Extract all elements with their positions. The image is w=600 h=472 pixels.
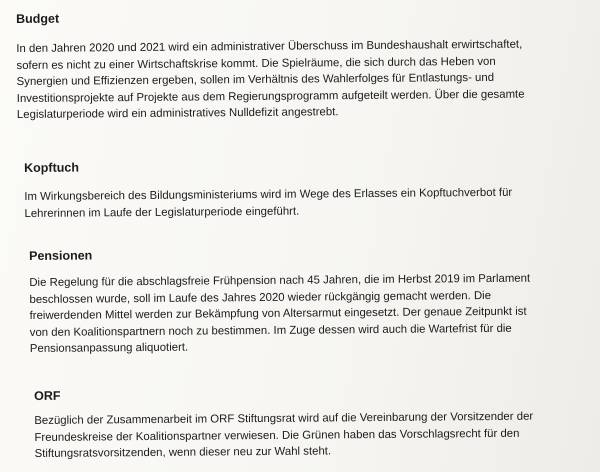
section-budget <box>16 7 525 124</box>
paragraph-line: Im Wirkungsbereich des Bildungsministeriums wird im Wege des Erlasses ein Kopftuchverbot für <box>24 186 513 203</box>
paragraph-line: Investitionsprojekte auf Projekte aus dem Regierungsprogramm aufgeteilt werden. Über die gesamte <box>16 88 525 105</box>
paragraph-line: Bezüglich der Zusammenarbeit im ORF Stiftungsrat wird auf die Vereinbarung der Vorsitzender der <box>34 410 534 427</box>
section-pensionen <box>29 244 531 358</box>
paragraph-line: Die Regelung für die abschlagsfreie Frühpension nach 45 Jahren, die im Herbst 2019 im Parlament <box>29 272 531 289</box>
section-heading: Kopftuch <box>24 160 79 175</box>
section-paragraph <box>34 409 533 463</box>
section-paragraph <box>24 185 512 222</box>
paragraph-line: In den Jahren 2020 und 2021 wird ein administrativer Überschuss im Bundeshaushalt erwirtschaftet, <box>16 38 523 55</box>
paragraph-line: Stiftungsratsvorsitzenden, wenn dieser neu zur Wahl steht. <box>34 445 332 461</box>
paragraph-line: Legislaturperiode wird ein administratives Nulldefizit angestrebt. <box>16 106 339 122</box>
section-heading: Budget <box>16 11 60 26</box>
section-paragraph <box>29 271 531 358</box>
section-heading: Pensionen <box>29 248 93 263</box>
section-heading: ORF <box>34 388 61 403</box>
paragraph-line: beschlossen wurde, soll im Laufe des Jahres 2020 wieder rückgängig gemacht werden. Die <box>29 289 492 306</box>
paragraph-line: Pensionsanpassung aliquotiert. <box>29 341 189 356</box>
paragraph-line: Lehrerinnen im Laufe der Legislaturperiode eingeführt. <box>24 205 300 220</box>
paragraph-line: Freundeskreise der Koalitionspartner verwiesen. Die Grünen haben das Vorschlagsrecht für den <box>34 427 520 444</box>
paragraph-line: Synergien und Effizienzen ergeben, sollen im Verhältnis des Wahlerfolges für Entlastungs- und <box>16 72 495 89</box>
section-kopftuch <box>24 156 512 222</box>
paragraph-line: sofern es nicht zu einer Wirtschaftskrise kommt. Die Spielräume, die sich durch das Heben von <box>16 55 496 72</box>
section-paragraph <box>16 37 525 124</box>
paragraph-line: freiwerdenden Mittel werden zur Bekämpfung von Altersarmut eingesetzt. Der genaue Zeitpunkt ist <box>29 305 527 323</box>
paragraph-line: von den Koalitionspartnern noch zu bestimmen. Im Zuge dessen wird auch die Wartefrist für die <box>29 322 512 339</box>
section-orf <box>34 384 534 463</box>
